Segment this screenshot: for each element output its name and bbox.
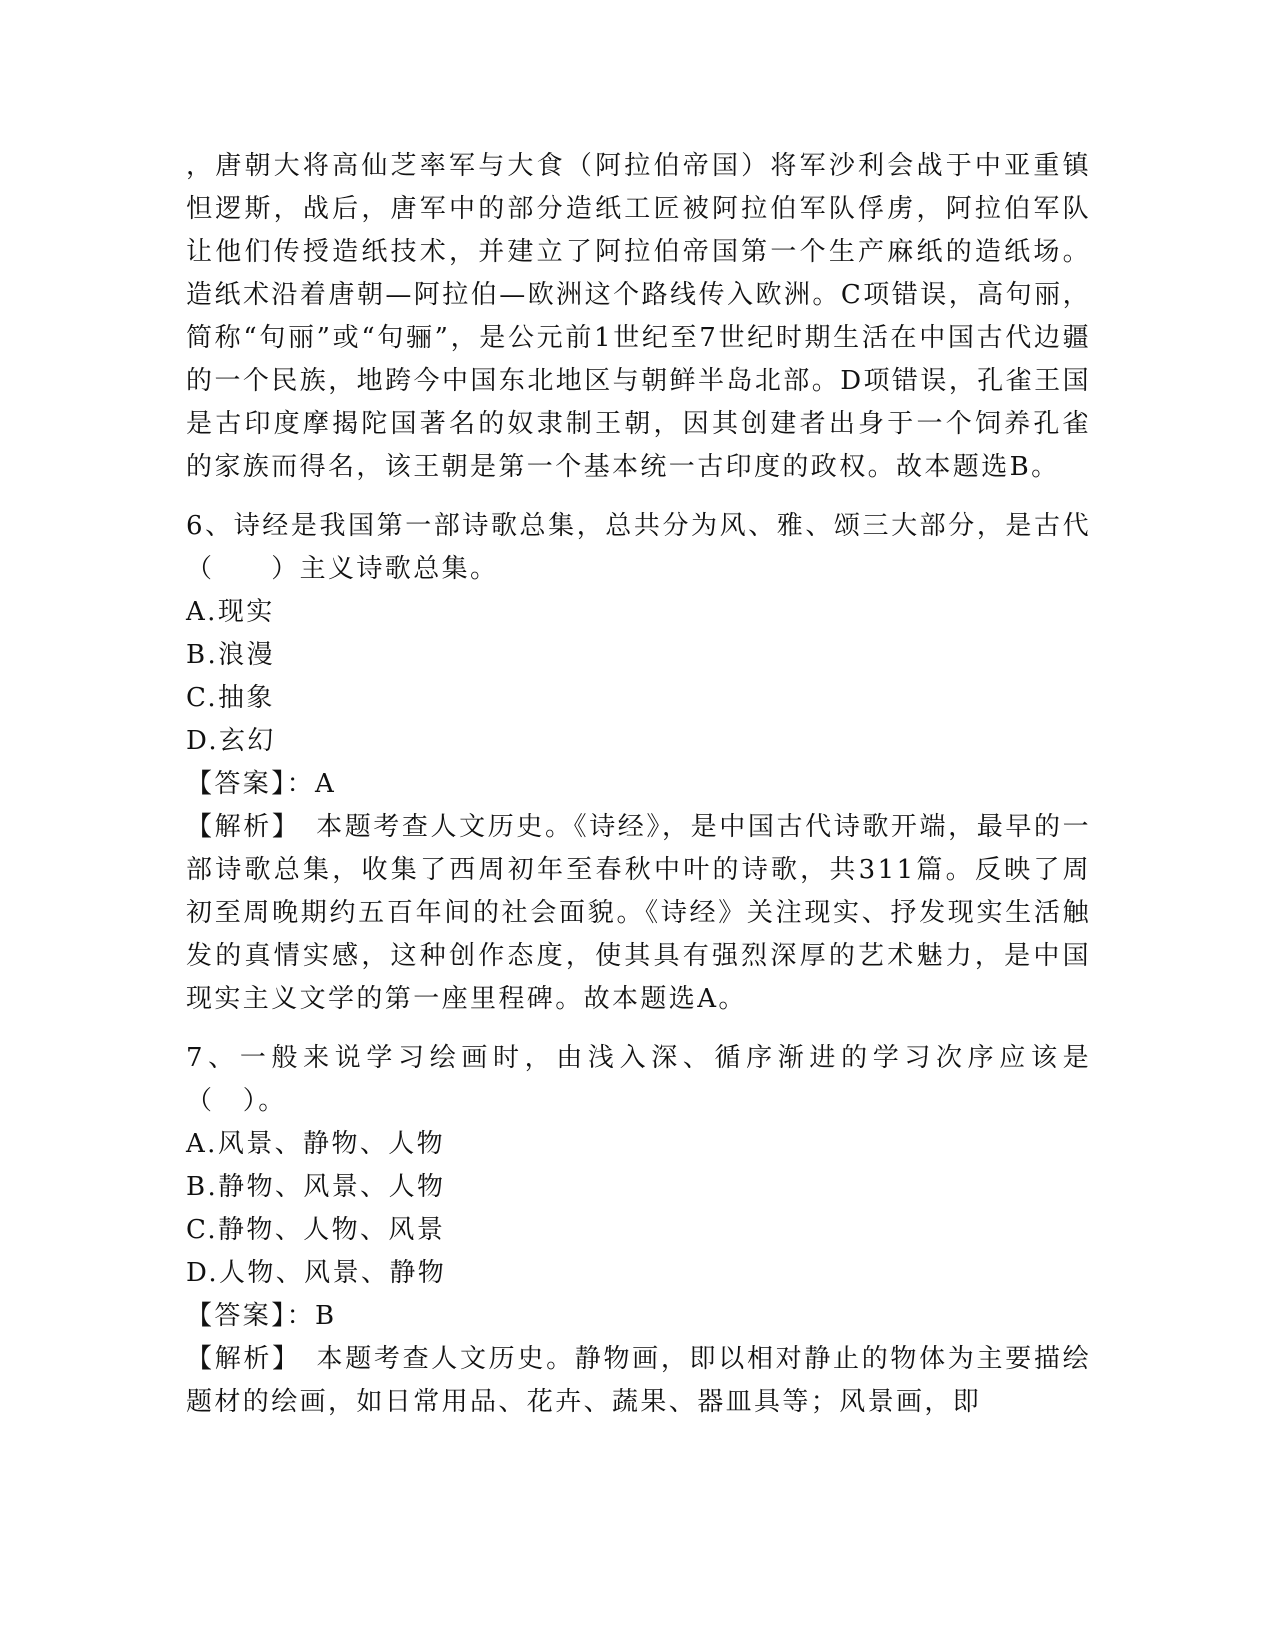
answer-label: 【答案】： bbox=[186, 1301, 316, 1331]
option-b: B.浪漫 bbox=[186, 640, 275, 670]
answer-value: B bbox=[315, 1301, 337, 1331]
explanation bbox=[186, 1338, 1091, 1424]
question-7 bbox=[186, 1037, 1091, 1424]
explanation-text: 本题考查人文历史。《诗经》，是中国古代诗歌开端，最早的一部诗歌总集，收集了西周初年至春秋中叶的诗歌，共311篇。反映了周初至周晚期约五百年间的社会面貌。《诗经》关注现实、抒发现实生活触发的真情实感，这种创作态度，使其具有强烈深厚的艺术魅力，是中国现实主义文学的第一座里程碑。故本题选A。 bbox=[186, 812, 1092, 1014]
question-6 bbox=[186, 505, 1091, 1021]
explanation-label: 【解析】 bbox=[186, 1344, 288, 1374]
option-b: B.静物、风景、人物 bbox=[186, 1172, 446, 1202]
answer-label: 【答案】： bbox=[186, 769, 316, 799]
option-d: D.玄幻 bbox=[186, 726, 276, 756]
option-a: A.现实 bbox=[186, 597, 275, 627]
answer-value: A bbox=[315, 769, 337, 799]
question-stem: 7、一般来说学习绘画时，由浅入深、循序渐进的学习次序应该是（ ）。 bbox=[186, 1043, 1091, 1116]
answer-line bbox=[186, 763, 1091, 806]
intro-explanation: ，唐朝大将高仙芝率军与大食（阿拉伯帝国）将军沙利会战于中亚重镇怛逻斯，战后，唐军中的部分造纸工匠被阿拉伯军队俘虏，阿拉伯军队让他们传授造纸技术，并建立了阿拉伯帝国第一个生产麻纸的造纸场。造纸术沿着唐朝—阿拉伯—欧洲这个路线传入欧洲。C项错误，高句丽，简称“句丽”或“句骊”，是公元前1世纪至7世纪时期生活在中国古代边疆的一个民族，地跨今中国东北地区与朝鲜半岛北部。D项错误，孔雀王国是古印度摩揭陀国著名的奴隶制王朝，因其创建者出身于一个饲养孔雀的家族而得名，该王朝是第一个基本统一古印度的政权。故本题选B。 bbox=[186, 151, 1091, 482]
spacer bbox=[186, 1021, 1091, 1037]
explanation-label: 【解析】 bbox=[186, 812, 288, 842]
option-c: C.抽象 bbox=[186, 683, 275, 713]
explanation-text: 本题考查人文历史。静物画，即以相对静止的物体为主要描绘题材的绘画，如日常用品、花卉、蔬果、器皿具等；风景画，即 bbox=[186, 1344, 1091, 1417]
spacer bbox=[186, 489, 1091, 505]
option-d: D.人物、风景、静物 bbox=[186, 1258, 447, 1288]
answer-line bbox=[186, 1295, 1091, 1338]
option-c: C.静物、人物、风景 bbox=[186, 1215, 446, 1245]
question-stem: 6、诗经是我国第一部诗歌总集，总共分为风、雅、颂三大部分，是古代（ ）主义诗歌总集。 bbox=[186, 511, 1091, 584]
option-a: A.风景、静物、人物 bbox=[186, 1129, 446, 1159]
document-page bbox=[186, 145, 1091, 1424]
explanation bbox=[186, 806, 1091, 1021]
